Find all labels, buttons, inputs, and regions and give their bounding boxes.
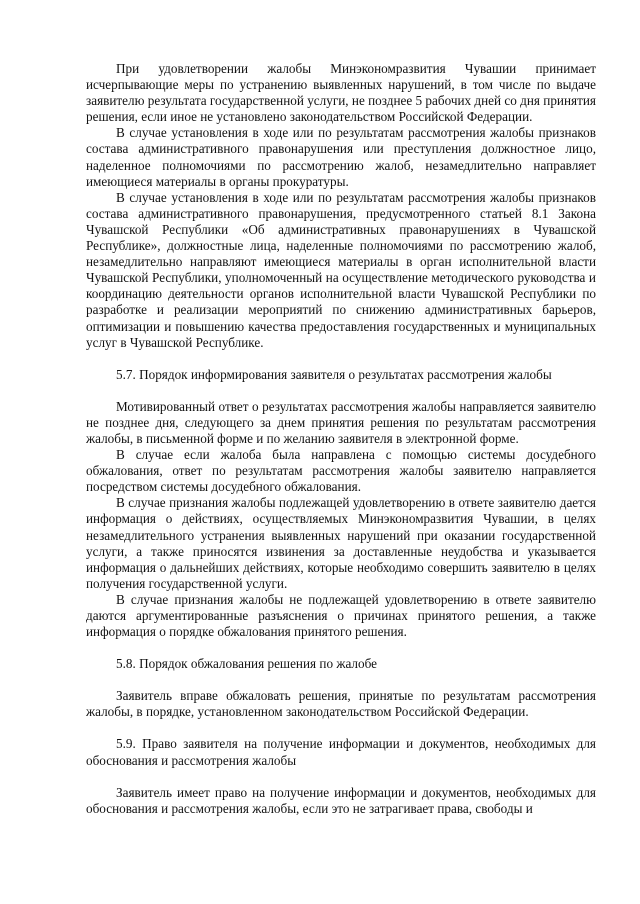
paragraph: В случае признания жалобы не подлежащей удовлетворению в ответе заявителю даются аргументированные разъяснения о причинах принятого решения, а также информация о порядке обжалования принятого решения. — [86, 591, 596, 640]
document-page — [86, 61, 596, 817]
section-heading-5-9: 5.9. Право заявителя на получение информации и документов, необходимых для обоснования и рассмотрения жалобы — [86, 736, 596, 768]
paragraph: В случае если жалоба была направлена с помощью системы досудебного обжалования, ответ по результатам рассмотрения жалобы заявителю направляется посредством системы досудебного обжалования. — [86, 447, 596, 495]
paragraph: При удовлетворении жалобы Минэкономразвития Чувашии принимает исчерпывающие меры по устранению выявленных нарушений, в том числе по выдаче заявителю результата государственной услуги, не позднее 5 рабочих дней со дня принятия решения, если иное не установлено законодательством Российской Федерации. — [86, 61, 596, 125]
section-heading-5-8: 5.8. Порядок обжалования решения по жалобе — [116, 656, 378, 672]
paragraph: Заявитель имеет право на получение информации и документов, необходимых для обоснования и рассмотрения жалобы, если это не затрагивает права, свободы и — [86, 784, 596, 816]
paragraph: В случае установления в ходе или по результатам рассмотрения жалобы признаков состава административного правонарушения, предусмотренного статьей 8.1 Закона Чувашской Республики «Об административных правонарушениях в Чувашской Республике», должностные лица, наделенные полномочиями по рассмотрению жалоб, незамедлительно направляют имеющиеся материалы в орган исполнительной власти Чувашской Республики, уполномоченный на осуществление методического руководства и координацию деятельности органов исполнительной власти Чувашской Республики по разработке и реализации мероприятий по снижению административных барьеров, оптимизации и повышению качества предоставления государственных и муниципальных услуг в Чувашской Республике. — [86, 189, 596, 350]
paragraph: Мотивированный ответ о результатах рассмотрения жалобы направляется заявителю не позднее дня, следующего за днем принятия решения по результатам рассмотрения жалобы, в письменной форме и по желанию заявителя в электронной форме. — [86, 398, 596, 446]
paragraph: В случае установления в ходе или по результатам рассмотрения жалобы признаков состава административного правонарушения или преступления должностное лицо, наделенное полномочиями по рассмотрению жалоб, незамедлительно направляет имеющиеся материалы в органы прокуратуры. — [86, 125, 596, 189]
paragraph: В случае признания жалобы подлежащей удовлетворению в ответе заявителю дается информация о действиях, осуществляемых Минэкономразвития Чувашии, в целях незамедлительного устранения выявленных нарушений при оказании государственной услуги, а также приносятся извинения за доставленные неудобства и указывается информация о дальнейших действиях, которые необходимо совершить заявителю в целях получения государственной услуги. — [86, 495, 596, 591]
paragraph: Заявитель вправе обжаловать решения, принятые по результатам рассмотрения жалобы, в порядке, установленном законодательством Российской Федерации. — [86, 688, 596, 720]
section-heading-5-7: 5.7. Порядок информирования заявителя о результатах рассмотрения жалобы — [116, 366, 552, 382]
